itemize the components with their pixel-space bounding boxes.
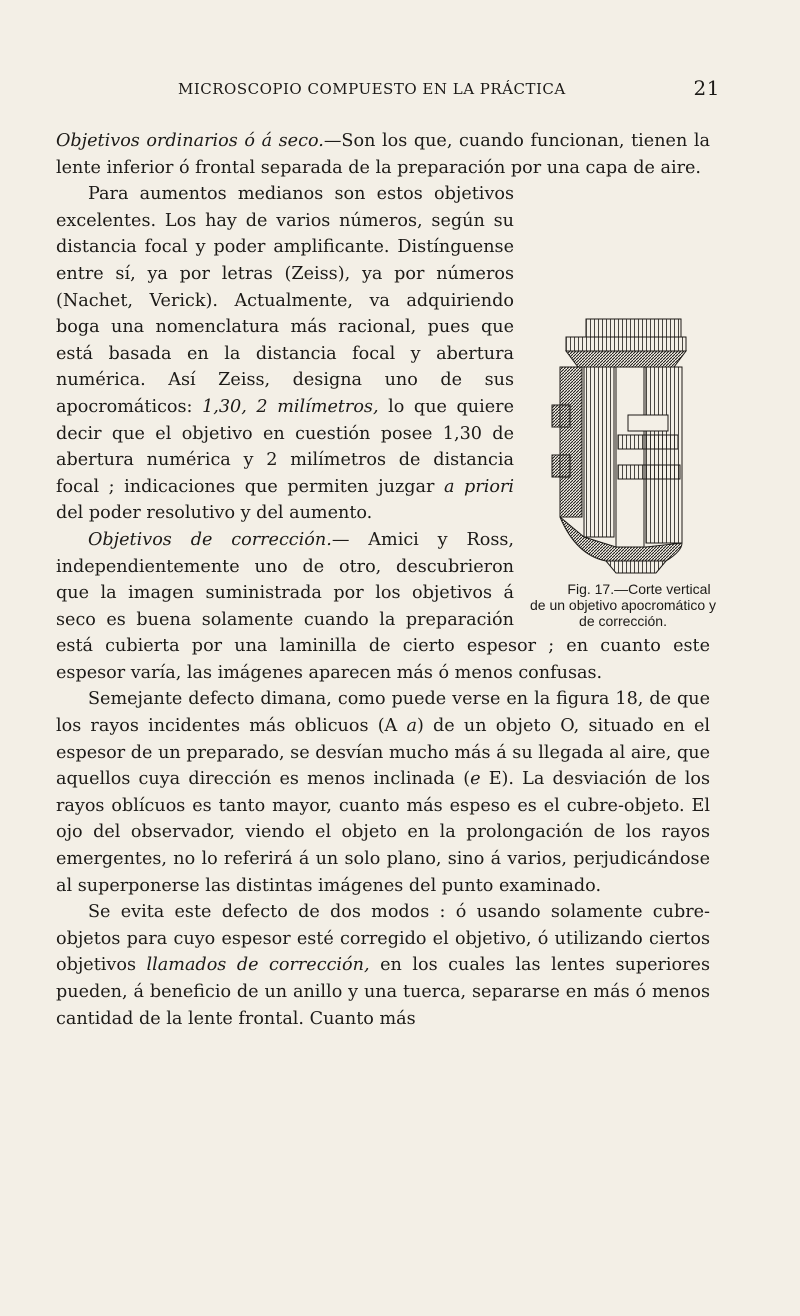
body-text (56, 128, 716, 1032)
paragraph-se-evita: Se evita este defecto de dos modos : ó usando solamente cubre-objetos para cuyo espesor esté corregido el objetivo, ó utilizando ciertos objetivos llamados de corrección, en los cuales las lentes superiores pueden, á beneficio de un anillo y una tuerca, separarse en más ó menos cantidad de la lente frontal. Cuanto más (56, 902, 711, 1029)
figure-17 (528, 315, 718, 629)
section-lead: Objetivos de corrección. (88, 529, 332, 550)
section-lead: Objetivos ordinarios ó á seco. (56, 131, 324, 151)
paragraph-objetivos-correccion: Objetivos de corrección.— Amici y Ross, independientemente uno de otro, descubrieron que la imagen suministrada por los objetivos á seco es buena solamente cuando la preparación está cubierta por una laminilla de cierto espesor ; en cuanto este espesor varía, las imágenes aparecen más ó menos confusas. (56, 529, 710, 683)
page-number: 21 (693, 76, 720, 100)
running-title: MICROSCOPIO COMPUESTO EN LA PRÁCTICA (178, 80, 566, 98)
paragraph-defecto: Semejante defecto dimana, como puede verse en la figura 18, de que los rayos incidentes más oblicuos (A a) de un objeto O, situado en el espesor de un preparado, se desvían mucho más á su llegada al aire, que aquellos cuya dirección es menos inclinada (e E). La desviación de los rayos oblícuos es tanto mayor, cuanto más espeso es el cubre-objeto. El ojo del observador, viendo el objeto en la prolongación de los rayos emergentes, no lo referirá á un solo plano, sino á varios, perjudicándose al superponerse las distintas imágenes del punto examinado. (56, 689, 710, 896)
page-header (70, 76, 720, 102)
paragraph-objetivos-ordinarios: Objetivos ordinarios ó á seco.—Son los que, cuando funcionan, tienen la lente inferior ó frontal separada de la preparación por una capa de aire. (56, 131, 710, 178)
figure-caption: Fig. 17.—Corte vertical de un objetivo apocromático y de corrección. (530, 581, 716, 630)
objective-cross-section-illustration (546, 315, 696, 577)
paragraph-aumentos: Fig. 17.—Corte vertical de un objetivo apocromático y de corrección. Para aumentos medianos son estos objetivos excelentes. Los hay de varios números, según su distancia focal y poder amplificante. Distínguense entre sí, ya por letras (Zeiss), ya por números (Nachet, Verick). Actualmente, va adquiriendo boga una nomenclatura más racional, pues que está basada en la distancia focal y abertura numérica. Así Zeiss, designa uno de sus apocromáticos: 1,30, 2 milímetros, lo que quiere decir que el objetivo en cuestión posee 1,30 de abertura numérica y 2 milímetros de distancia focal ; indicaciones que permiten juzgar a priori del poder resolutivo y del aumento. (56, 184, 716, 630)
